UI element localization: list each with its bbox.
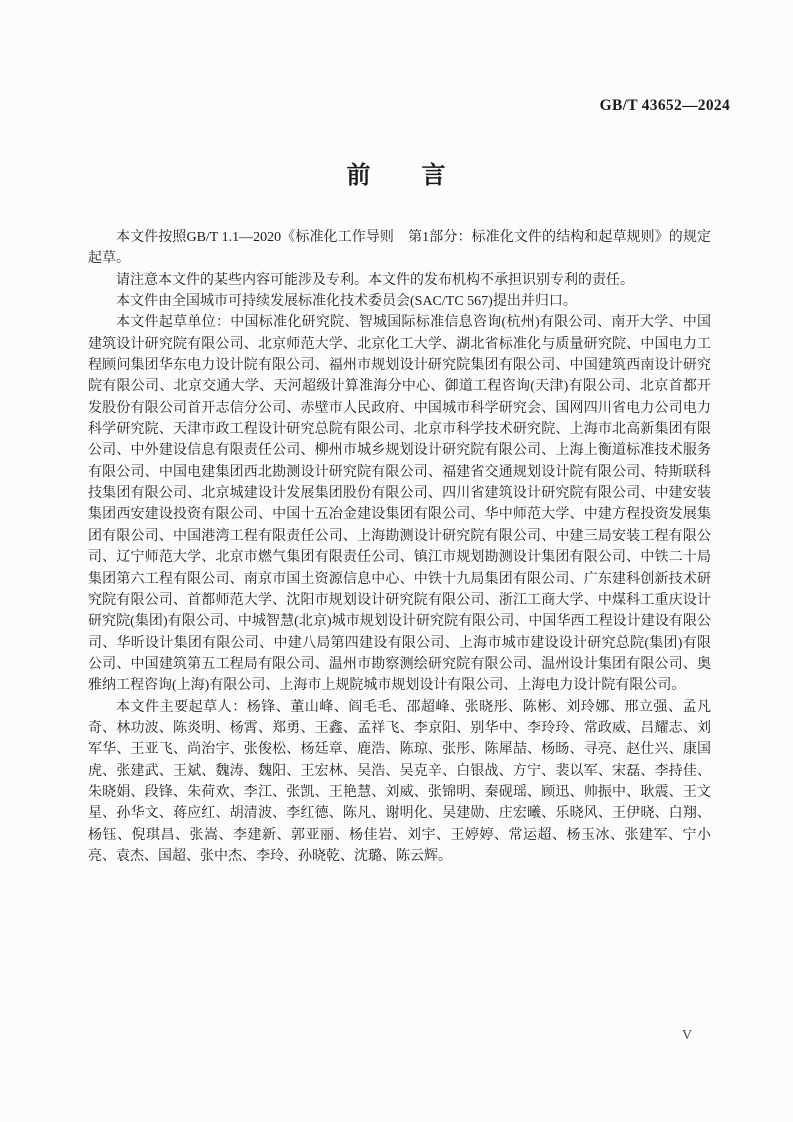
page-number: V xyxy=(682,1028,693,1043)
paragraph-drafting-basis: 本文件按照GB/T 1.1—2020《标准化工作导则 第1部分：标准化文件的结构和起草规则》的规定起草。 xyxy=(88,230,711,267)
doc-number: GB/T 43652—2024 xyxy=(599,97,730,114)
foreword-body xyxy=(88,227,711,867)
paragraph-committee: 本文件由全国城市可持续发展标准化技术委员会(SAC/TC 567)提出并归口。 xyxy=(116,294,577,310)
paragraph-drafting-organizations: 本文件起草单位：中国标准化研究院、智城国际标准信息咨询(杭州)有限公司、南开大学、中国建筑设计研究院有限公司、北京师范大学、北京化工大学、湖北省标准化与质量研究院、中国电力工程顾问集团华东电力设计院有限公司、福州市规划设计研究院集团有限公司、中国建筑西南设计研究院有限公司、北京交通大学、天河超级计算淮海分中心、御道工程咨询(天津)有限公司、北京首都开发股份有限公司首开志信分公司、赤壁市人民政府、中国城市科学研究会、国网四川省电力公司电力科学研究院、天津市政工程设计研究总院有限公司、北京市科学技术研究院、上海市北高新集团有限公司、中外建设信息有限责任公司、柳州市城乡规划设计研究院有限公司、上海上衡道标准技术服务有限公司、中国电建集团西北勘测设计研究院有限公司、福建省交通规划设计院有限公司、特斯联科技集团有限公司、北京城建设计发展集团股份有限公司、四川省建筑设计研究院有限公司、中建安装集团西安建设投资有限公司、中国十五冶金建设集团有限公司、华中师范大学、中建方程投资发展集团有限公司、中国港湾工程有限责任公司、上海勘测设计研究院有限公司、中建三局安装工程有限公司、辽宁师范大学、北京市燃气集团有限责任公司、镇江市规划勘测设计集团有限公司、中铁二十局集团第六工程有限公司、南京市国土资源信息中心、中铁十九局集团有限公司、广东建科创新技术研究院有限公司、首都师范大学、沈阳市规划设计研究院有限公司、浙江工商大学、中煤科工重庆设计研究院(集团)有限公司、中城智慧(北京)城市规划设计研究院有限公司、中国华西工程设计建设有限公司、华昕设计集团有限公司、中建八局第四建设有限公司、上海市城市建设设计研究总院(集团)有限公司、中国建筑第五工程局有限公司、温州市勘察测绘研究院有限公司、温州设计集团有限公司、奥雅纳工程咨询(上海)有限公司、上海市上规院城市规划设计有限公司、上海电力设计院有限公司。 xyxy=(88,315,711,694)
paragraph-main-drafters: 本文件主要起草人：杨锋、董山峰、阎毛毛、邵超峰、张晓彤、陈彬、刘玲娜、邢立强、孟凡奇、林功波、陈炎明、杨霄、郑勇、王鑫、孟祥飞、李京阳、别华中、李玲玲、常政威、吕耀志、刘军华、王亚飞、尚治宇、张俊松、杨廷章、鹿浩、陈琼、张彤、陈犀喆、杨旸、寻亮、赵仕兴、康国虎、张建武、王斌、魏涛、魏阳、王宏林、吴浩、吴克辛、白银战、方宁、裴以军、宋磊、李持佳、朱晓娟、段锋、朱荷欢、李江、张凯、王艳慧、刘威、张锦明、秦砚瑶、顾迅、帅振中、耿震、王文星、孙华文、蒋应红、胡清波、李红德、陈凡、谢明化、吴建勋、庄宏曦、乐晓风、王伊晓、白翔、杨钰、倪琪昌、张嵩、李建新、郭亚丽、杨佳岩、刘宇、王婷婷、常运超、杨玉冰、张建军、宁小亮、袁杰、国超、张中杰、李玲、孙晓乾、沈璐、陈云辉。 xyxy=(88,699,711,864)
page-title: 前 言 xyxy=(346,163,447,189)
paragraph-patent-notice: 请注意本文件的某些内容可能涉及专利。本文件的发布机构不承担识别专利的责任。 xyxy=(116,272,634,288)
